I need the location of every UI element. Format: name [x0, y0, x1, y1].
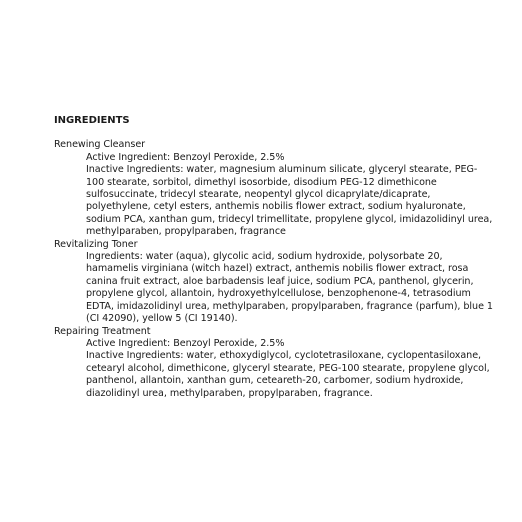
- active-ingredient-line: Active Ingredient: Benzoyl Peroxide, 2.5%: [86, 151, 285, 163]
- product-name: Renewing Cleanser: [54, 139, 146, 151]
- ingredients-document: [54, 115, 494, 400]
- product-renewing-cleanser: [54, 139, 494, 238]
- product-repairing-treatment: [54, 326, 494, 400]
- product-revitalizing-toner: [54, 239, 494, 326]
- product-name: Revitalizing Toner: [54, 238, 138, 250]
- ingredients-line: Ingredients: water (aqua), glycolic acid, sodium hydroxide, polysorbate 20, hamamelis virginiana (witch hazel) extract, anthemis nobilis flower extract, rosa canina fruit extract, aloe barbadensis leaf juice, sodium PCA, panthenol, glycerin, propylene glycol, allantoin, hydroxyethylcellulose, benzophenone-4, tetrasodium EDTA, imidazolidinyl urea, methylparaben, propylparaben, fragrance (parfum), blue 1 (CI 42090), yellow 5 (CI 19140).: [86, 251, 493, 325]
- active-ingredient-line: Active Ingredient: Benzoyl Peroxide, 2.5%: [86, 337, 285, 349]
- product-name: Repairing Treatment: [54, 325, 151, 337]
- ingredients-heading: INGREDIENTS: [54, 115, 130, 126]
- inactive-ingredients-line: Inactive Ingredients: water, ethoxydiglycol, cyclotetrasiloxane, cyclopentasiloxane, cetearyl alcohol, dimethicone, glyceryl stearate, PEG-100 stearate, propylene glycol, panthenol, allantoin, xanthan gum, ceteareth-20, carbomer, sodium hydroxide, diazolidinyl urea, methylparaben, propylparaben, fragrance.: [86, 350, 490, 399]
- inactive-ingredients-line: Inactive Ingredients: water, magnesium aluminum silicate, glyceryl stearate, PEG-100 stearate, sorbitol, dimethyl isosorbide, disodium PEG-12 dimethicone sulfosuccinate, tridecyl stearate, neopentyl glycol dicaprylate/dicaprate, polyethylene, cetyl esters, anthemis nobilis flower extract, sodium hyaluronate, sodium PCA, xanthan gum, tridecyl trimellitate, propylene glycol, imidazolidinyl urea, methylparaben, propylparaben, fragrance: [86, 164, 493, 238]
